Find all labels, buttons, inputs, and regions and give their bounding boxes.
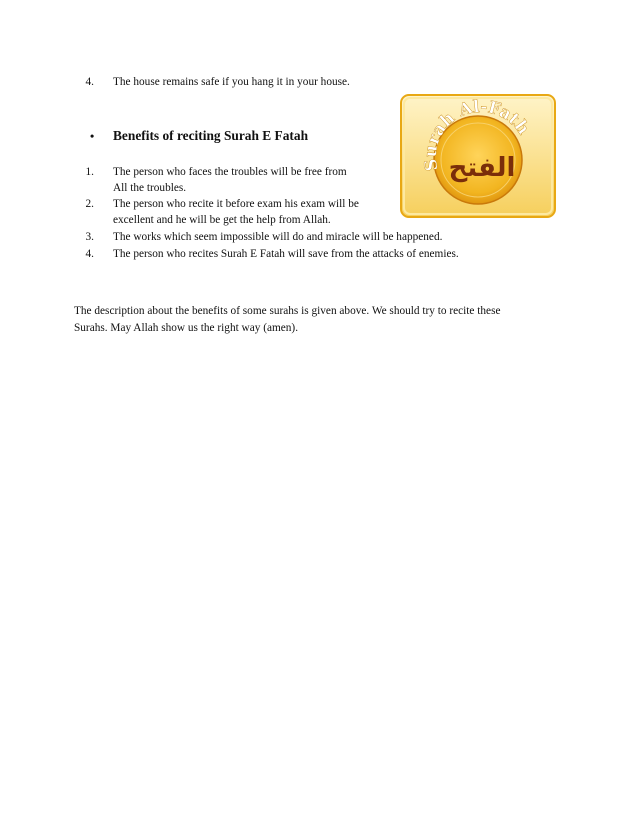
list-item-text: The house remains safe if you hang it in your house. bbox=[113, 76, 350, 88]
surah-al-fath-image bbox=[400, 94, 556, 218]
list-item-text: The person who recites Surah E Fatah will save from the attacks of enemies. bbox=[113, 248, 459, 260]
list-item-number: 4. bbox=[85, 248, 94, 260]
list-item-text: All the troubles. bbox=[113, 182, 187, 194]
paragraph-line: The description about the benefits of some surahs is given above. We should try to recite these bbox=[74, 305, 501, 317]
list-item-number: 4. bbox=[85, 76, 94, 88]
bullet-icon: • bbox=[90, 129, 95, 143]
paragraph-line: Surahs. May Allah show us the right way (amen). bbox=[74, 322, 299, 334]
section-heading-text: Benefits of reciting Surah E Fatah bbox=[113, 128, 309, 143]
conclusion-paragraph bbox=[74, 303, 564, 337]
list-item-number: 1. bbox=[85, 166, 94, 178]
list-item-text: The works which seem impossible will do and miracle will be happened. bbox=[113, 231, 443, 243]
list-item-text: The person who faces the troubles will be free from bbox=[113, 166, 347, 178]
arc-title: Surah Al-Fath bbox=[420, 96, 534, 173]
list-item-text: The person who recite it before exam his exam will be bbox=[113, 198, 359, 210]
list-item-number: 3. bbox=[85, 231, 94, 243]
arabic-title: الفتح bbox=[448, 153, 516, 183]
list-item-number: 2. bbox=[85, 198, 94, 210]
list-item-text: excellent and he will be get the help from Allah. bbox=[113, 214, 331, 226]
